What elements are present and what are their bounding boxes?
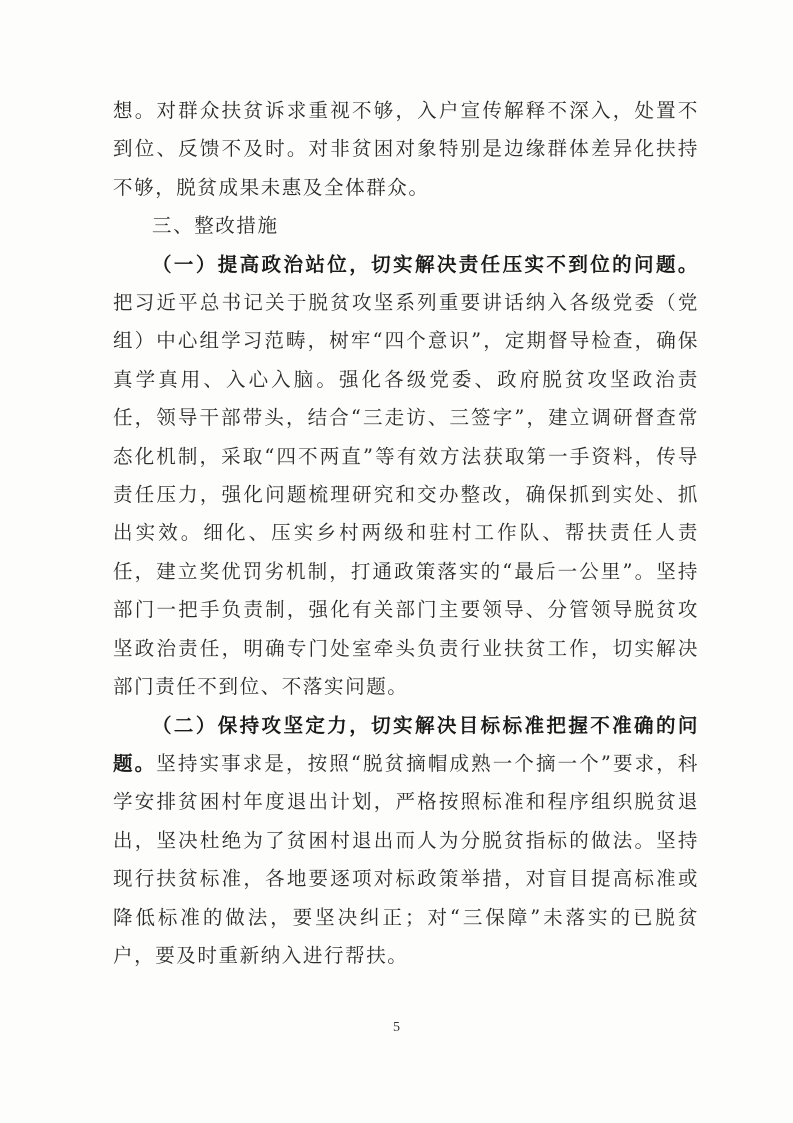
- item-2-heading: （二）保持攻坚定力，切实解决目标标准把握不准确的问题。: [113, 713, 699, 775]
- item-2-body: 坚持实事求是，按照“脱贫摘帽成熟一个摘一个”要求，科学安排贫困村年度退出计划，严格按照标准和程序组织脱贫退出，坚决杜绝为了贫困村退出而人为分脱贫指标的做法。坚持现行扶贫标准，各地要逐项对标政策举措，对盲目提高标准或降低标准的做法，要坚决纠正；对“三保障”未落实的已脱贫户，要及时重新纳入进行帮扶。: [113, 751, 699, 967]
- paragraph-item-2: [113, 707, 699, 976]
- document-body: [113, 92, 699, 975]
- paragraph-item-1: [113, 246, 699, 707]
- section-heading: 三、整改措施: [152, 214, 279, 238]
- item-1-heading: （一）提高政治站位，切实解决责任压实不到位的问题。: [152, 252, 699, 276]
- page-number: 5: [393, 1020, 400, 1035]
- item-1-body: 把习近平总书记关于脱贫攻坚系列重要讲话纳入各级党委（党组）中心组学习范畴，树牢“四个意识”，定期督导检查，确保真学真用、入心入脑。强化各级党委、政府脱贫攻坚政治责任，领导干部带头，结合“三走访、三签字”，建立调研督查常态化机制，采取“四不两直”等有效方法获取第一手资料，传导责任压力，强化问题梳理研究和交办整改，确保抓到实处、抓出实效。细化、压实乡村两级和驻村工作队、帮扶责任人责任，建立奖优罚劣机制，打通政策落实的“最后一公里”。坚持部门一把手负责制，强化有关部门主要领导、分管领导脱贫攻坚政治责任，明确专门处室牵头负责行业扶贫工作，切实解决部门责任不到位、不落实问题。: [113, 291, 699, 699]
- paragraph-continued: 想。对群众扶贫诉求重视不够，入户宣传解释不深入，处置不到位、反馈不及时。对非贫困对象特别是边缘群体差异化扶持不够，脱贫成果未惠及全体群众。: [113, 99, 699, 199]
